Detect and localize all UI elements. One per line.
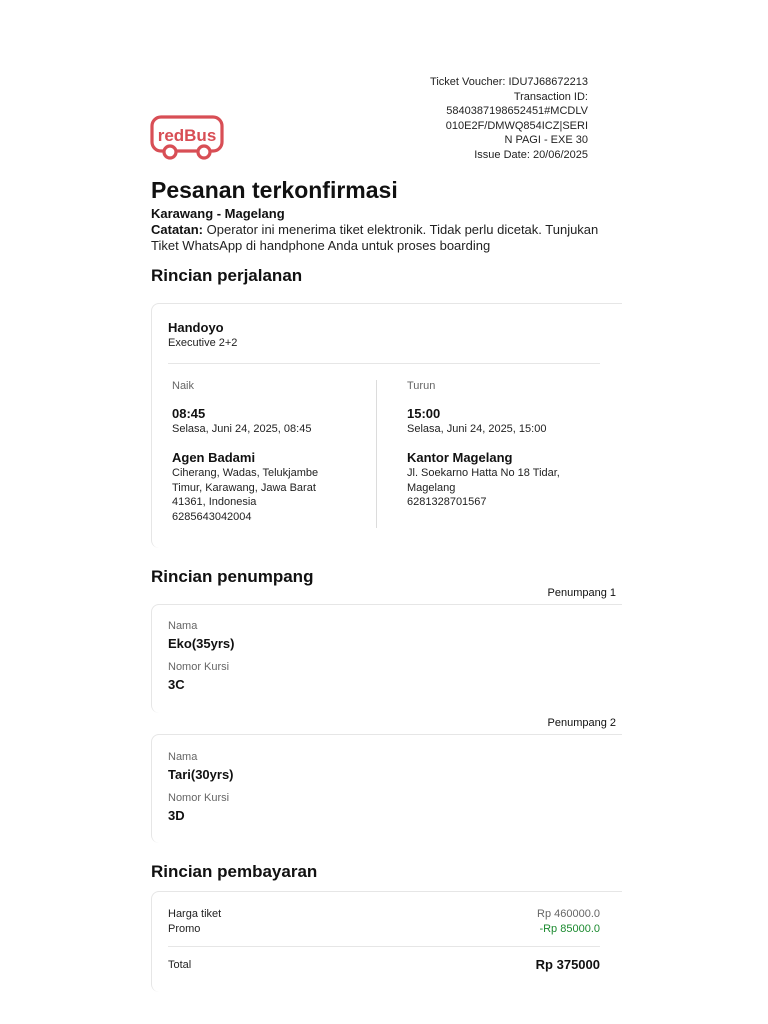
address-line: Magelang [407, 481, 456, 494]
voucher-line: Ticket Voucher: IDU7J68672213 [430, 76, 588, 88]
passenger-2-card [151, 734, 622, 843]
name-label: Nama [168, 751, 198, 763]
dropping-datetime: Selasa, Juni 24, 2025, 15:00 [407, 423, 547, 435]
boarding-datetime: Selasa, Juni 24, 2025, 08:45 [172, 423, 312, 435]
voucher-line: Issue Date: 20/06/2025 [474, 148, 588, 161]
ticket-price-amount: Rp 460000.0 [537, 908, 600, 920]
voucher-line: 5840387198652451#MCDLV [446, 105, 588, 118]
operator-name: Handoyo [168, 320, 224, 335]
route: Karawang - Magelang [151, 206, 285, 221]
boarding-address [172, 466, 352, 524]
address-line: Timur, Karawang, Jawa Barat [172, 481, 316, 494]
promo-amount: -Rp 85000.0 [539, 923, 600, 935]
dropping-label: Turun [407, 380, 436, 392]
logo-text: redBus [157, 126, 217, 145]
passenger-name: Tari(30yrs) [168, 767, 234, 782]
column-divider [376, 380, 377, 528]
redbus-logo [150, 114, 226, 162]
total-label: Total [168, 959, 192, 971]
boarding-phone: 6285643042004 [172, 510, 252, 523]
passenger-name: Eko(35yrs) [168, 636, 235, 651]
voucher-line: N PAGI - EXE 30 [504, 134, 588, 147]
address-line: 41361, Indonesia [172, 496, 257, 508]
promo-label: Promo [168, 923, 201, 935]
name-label: Nama [168, 620, 198, 632]
passenger-seat: 3D [168, 808, 185, 823]
passenger-1-header: Penumpang 1 [547, 587, 616, 599]
section-title-trip: Rincian perjalanan [151, 266, 303, 285]
note-text: Operator ini menerima tiket elektronik. Tidak perlu dicetak. Tunjukan Tiket WhatsApp di handphone Anda untuk proses boarding [151, 222, 599, 253]
section-title-payment: Rincian pembayaran [151, 862, 318, 881]
note [151, 222, 621, 253]
passenger-2-header: Penumpang 2 [547, 717, 616, 729]
voucher-info [288, 75, 588, 163]
bus-type: Executive 2+2 [168, 337, 238, 349]
dropping-phone: 6281328701567 [407, 496, 487, 508]
seat-label: Nomor Kursi [168, 792, 230, 804]
payment-card [151, 891, 622, 992]
total-amount: Rp 375000 [535, 957, 600, 972]
address-line: Jl. Soekarno Hatta No 18 Tidar, [407, 467, 560, 479]
seat-label: Nomor Kursi [168, 661, 230, 673]
passenger-1-card [151, 604, 622, 713]
dropping-time: 15:00 [407, 406, 441, 421]
boarding-place: Agen Badami [172, 450, 256, 465]
divider [168, 946, 600, 947]
divider [168, 363, 600, 364]
passenger-seat: 3C [168, 677, 185, 692]
address-line: Ciherang, Wadas, Telukjambe [172, 467, 319, 479]
trip-card [151, 303, 622, 548]
boarding-time: 08:45 [172, 406, 206, 421]
boarding-label: Naik [172, 380, 195, 392]
voucher-line: 010E2F/DMWQ854ICZ|SERI [445, 119, 588, 132]
note-label: Catatan: [151, 222, 204, 237]
page-title: Pesanan terkonfirmasi [151, 177, 398, 203]
voucher-line: Transaction ID: [513, 90, 588, 103]
dropping-place: Kantor Magelang [407, 450, 513, 465]
section-title-passenger: Rincian penumpang [151, 567, 314, 586]
ticket-price-label: Harga tiket [168, 908, 222, 920]
dropping-address [407, 466, 597, 510]
